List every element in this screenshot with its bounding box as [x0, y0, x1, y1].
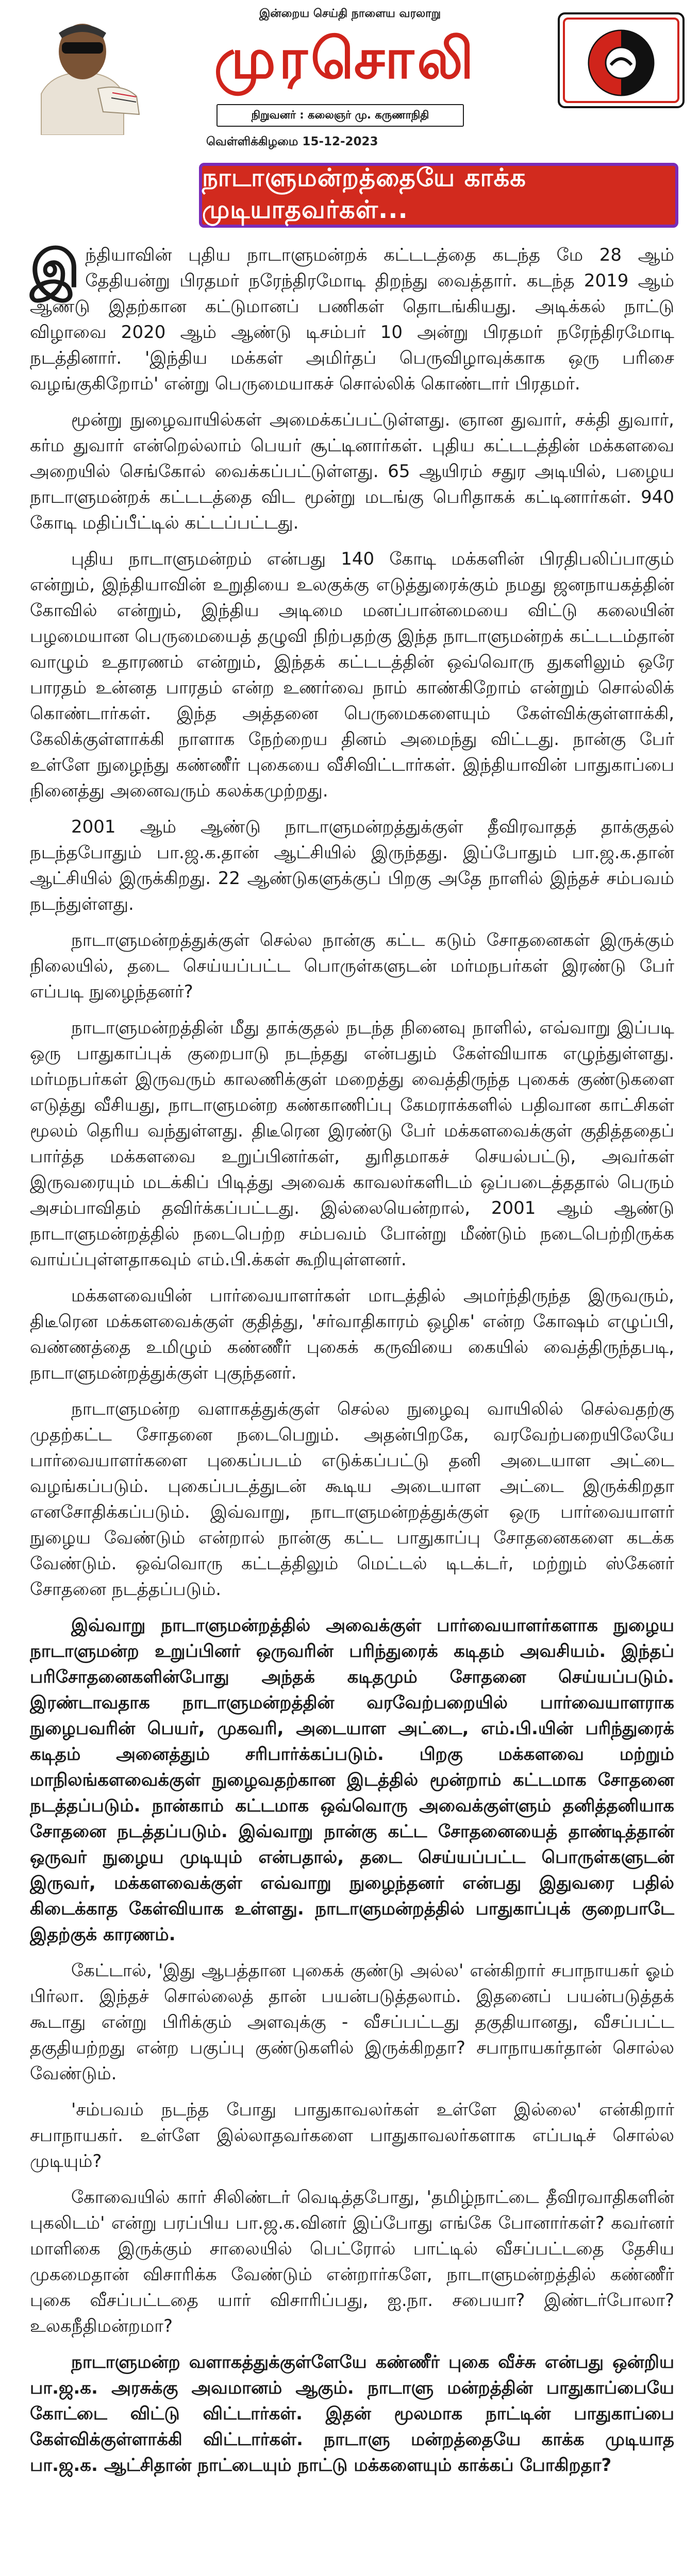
article-paragraph-2: மூன்று நுழைவாயில்கள் அமைக்கப்பட்டுள்ளது. ஞான துவார், சக்தி துவார், கர்ம துவார் என்றெல்லாம் பெயர் சூட்டினார்கள். புதிய கட்டடத்தின் மக்களவை அறையில் செங்கோல் வைக்கப்பட்டுள்ளது. 65 ஆயிரம் சதுர அடியில், பழைய நாடாளுமன்றக் கட்டடத்தை விட மூன்று மடங்கு பெரிதாகக் கட்டினார்கள். 940 கோடி மதிப்பீட்டில் கட்டப்பட்டது.: [30, 410, 674, 533]
article-paragraph-3: புதிய நாடாளுமன்றம் என்பது 140 கோடி மக்களின் பிரதிபலிப்பாகும் என்றும், இந்தியாவின் உறுதியை உலகுக்கு எடுத்துரைக்கும் நமது ஜனநாயகத்தின் கோவில் என்றும், இந்திய அடிமை மனப்பான்மையை விட்டு கலையின் பழமையான பெருமையைத் தழுவி நிற்பதற்கு இந்த நாடாளுமன்றக் கட்டடம்தான் வாழும் உதாரணம் என்றும், இந்தக் கட்டடத்தின் ஒவ்வொரு துகளிலும் ஒரே பாரதம் உன்னத பாரதம் என்ற உணர்வை நாம் காண்கிறோம் என்றும் சொல்லிக் கொண்டார்கள். இந்த அத்தனை பெருமைகளையும் கேள்விக்குள்ளாக்கி, கேலிக்குள்ளாக்கி நாளாக நேற்றைய தினம் அமைந்து விட்டது. நான்கு பேர் உள்ளே நுழைந்து கண்ணீர் புகையை வீசிவிட்டார்கள். இந்தியாவின் பாதுகாப்பை நினைத்து அனைவரும் கலக்கமுற்றது.: [30, 549, 674, 801]
founder-portrait-image: [21, 6, 144, 135]
party-emblem-logo: [557, 11, 686, 109]
article-paragraph-1: [30, 238, 674, 397]
article-paragraph-10: கேட்டால், 'இது ஆபத்தான புகைக் குண்டு அல்ல' என்கிறார் சபாநாயகர் ஓம் பிர்லா. இந்தச் சொல்லைத் தான் பயன்படுத்தலாம். இதனைப் பயன்படுத்தக் கூடாது என்று பிரிக்கும் அளவுக்கு - வீசப்பட்டது தகுதியானது, வீசப்பட்ட தகுதியற்றது என்ற பகுப்பு குண்டுகளில் இருக்கிறதா? சபாநாயகர்தான் சொல்ல வேண்டும்.: [30, 1960, 674, 2084]
article-paragraph-11: 'சம்பவம் நடந்த போது பாதுகாவலர்கள் உள்ளே இல்லை' என்கிறார் சபாநாயகர். உள்ளே இல்லாதவர்களை பாதுகாவலர்களாக எப்படிச் சொல்ல முடியும்?: [30, 2099, 674, 2172]
article-paragraph-5: நாடாளுமன்றத்துக்குள் செல்ல நான்கு கட்ட கடும் சோதனைகள் இருக்கும் நிலையில், தடை செய்யப்பட்ட பொருள்களுடன் மர்மநபர்கள் இரண்டு பேர் எப்படி நுழைந்தனர்?: [30, 930, 674, 1002]
drop-cap: இ: [30, 238, 80, 299]
tagline: இன்றைய செய்தி நாளைய வரலாறு: [259, 7, 441, 20]
editorial-headline: நாடாளுமன்றத்தையே காக்க முடியாதவர்கள்...: [199, 163, 678, 228]
article-paragraph-7: மக்களவையின் பார்வையாளர்கள் மாடத்தில் அமர்ந்திருந்த இருவரும், திடீரென மக்களவைக்குள் குதித்து, 'சர்வாதிகாரம் ஒழிக' என்ற கோஷம் எழுப்பி, வண்ணத்தை உமிழும் கண்ணீர் புகைக் கருவியை கையில் வைத்திருந்தபடி, நாடாளுமன்றத்துக்குள் புகுந்தனர்.: [30, 1285, 674, 1383]
dateline: வெள்ளிக்கிழமை 15-12-2023: [206, 135, 378, 148]
editorial-article: [30, 238, 674, 2488]
masthead: [0, 0, 700, 149]
article-paragraph-8: நாடாளுமன்ற வளாகத்துக்குள் செல்ல நுழைவு வாயிலில் செல்வதற்கு முதற்கட்ட சோதனை நடைபெறும். அதன்பிறகே, வரவேற்பறையிலேயே பார்வையாளர்களை புகைப்படம் எடுக்கப்பட்டு தனி அடையாள அட்டை வழங்கப்படும். புகைப்படத்துடன் கூடிய அடையாள அட்டை இருக்கிறதா எனசோதிக்கப்படும். இவ்வாறு, நாடாளுமன்றத்துக்குள் ஒரு பார்வையாளர் நுழைய வேண்டும் என்றால் நான்கு கட்ட பாதுகாப்பு சோதனைகளை கடக்க வேண்டும். ஒவ்வொரு கட்டத்திலும் மெட்டல் டிடக்டர், மற்றும் ஸ்கேனர் சோதனை நடத்தப்படும்.: [30, 1399, 674, 1600]
article-paragraph-6: நாடாளுமன்றத்தின் மீது தாக்குதல் நடந்த நினைவு நாளில், எவ்வாறு இப்படி ஒரு பாதுகாப்புக் குறைபாடு நடந்தது என்பதும் கேள்வியாக எழுந்துள்ளது. மர்மநபர்கள் இருவரும் காலணிக்குள் மறைத்து வைத்திருந்த புகைக் குண்டுகளை எடுத்து வீசியது, நாடாளுமன்ற கண்காணிப்பு கேமராக்களில் பதிவான காட்சிகள் மூலம் தெரிய வந்துள்ளது. திடீரென இரண்டு பேர் மக்களவைக்குள் குதித்ததைப் பார்த்த மக்களவை உறுப்பினர்கள், துரிதமாகச் செயல்பட்டு, அவர்கள் இருவரையும் மடக்கிப் பிடித்து அவைக் காவலர்களிடம் ஒப்படைத்ததால் பெரும் அசம்பாவிதம் தவிர்க்கப்பட்டது. இல்லையென்றால், 2001 ஆம் ஆண்டு நாடாளுமன்றத்தில் நடைபெற்ற சம்பவம் போன்று மீண்டும் நடைபெற்றிருக்க வாய்ப்புள்ளதாகவும் எம்.பி.க்கள் கூறியுள்ளனர்.: [30, 1018, 674, 1270]
founder-credit: நிறுவனர் : கலைஞர் மு. கருணாநிதி: [216, 104, 464, 127]
article-paragraph-9: இவ்வாறு நாடாளுமன்றத்தில் அவைக்குள் பார்வையாளர்களாக நுழைய நாடாளுமன்ற உறுப்பினர் ஒருவரின் பரிந்துரைக் கடிதம் அவசியம். இந்தப் பரிசோதனைகளின்போது அந்தக் கடிதமும் சோதனை செய்யப்படும். இரண்டாவதாக நாடாளுமன்றத்தின் வரவேற்பறையில் பார்வையாளராக நுழைபவரின் பெயர், முகவரி, அடையாள அட்டை, எம்.பி.யின் பரிந்துரைக் கடிதம் அனைத்தும் சரிபார்க்கப்படும். பிறகு மக்களவை மற்றும் மாநிலங்களவைக்குள் நுழைவதற்கான இடத்தில் மூன்றாம் கட்டமாக சோதனை நடத்தப்படும். நான்காம் கட்டமாக ஒவ்வொரு அவைக்குள்ளும் தனித்தனியாக சோதனை நடத்தப்படும். இவ்வாறு நான்கு கட்ட சோதனையைத் தாண்டித்தான் ஒருவர் நுழைய முடியும் என்பதால், தடை செய்யப்பட்ட பொருள்களுடன் இருவர், மக்களவைக்குள் எவ்வாறு நுழைந்தனர் என்பது இதுவரை பதில் கிடைக்காத கேள்வியாக உள்ளது. நாடாளுமன்றத்தில் பாதுகாப்புக் குறைபாடே இதற்குக் காரணம்.: [30, 1615, 674, 1945]
article-paragraph-12: கோவையில் கார் சிலிண்டர் வெடித்தபோது, 'தமிழ்நாட்டை தீவிரவாதிகளின் புகலிடம்' என்று பரப்பிய பா.ஜ.க.வினர் இப்போது எங்கே போனார்கள்? கவர்னர் மாளிகை இருக்கும் சாலையில் பெட்ரோல் பாட்டில் வீசப்பட்டதை தேசிய முகமைதான் விசாரிக்க வேண்டும் என்றார்களே, நாடாளுமன்றத்தில் கண்ணீர் புகை வீசப்பட்டதை யார் விசாரிப்பது, ஐ.நா. சபையா? இண்டர்போலா? உலகநீதிமன்றமா?: [30, 2187, 674, 2336]
article-paragraph-13: நாடாளுமன்ற வளாகத்துக்குள்ளேயே கண்ணீர் புகை வீச்சு என்பது ஒன்றிய பா.ஜ.க. அரசுக்கு அவமானம் ஆகும். நாடாளு மன்றத்தின் பாதுகாப்பையே கோட்டை விட்டு விட்டார்கள். இதன் மூலமாக நாட்டின் பாதுகாப்பை கேள்விக்குள்ளாக்கி விட்டார்கள். நாடாளு மன்றத்தையே காக்க முடியாத பா.ஜ.க. ஆட்சிதான் நாட்டையும் நாட்டு மக்களையும் காக்கப் போகிறதா?: [30, 2352, 674, 2476]
newspaper-logo: முரசொலி: [214, 27, 477, 91]
paragraph-text: ந்தியாவின் புதிய நாடாளுமன்றக் கட்டடத்தை கடந்த மே 28 ஆம் தேதியன்று பிரதமர் நரேந்திரமோடி திறந்து வைத்தார். கடந்த 2019 ஆம் ஆண்டு இதற்கான கட்டுமானப் பணிகள் தொடங்கியது. அடிக்கல் நாட்டு விழாவை 2020 ஆம் ஆண்டு டிசம்பர் 10 அன்று பிரதமர் நரேந்திரமோடி நடத்தினார். 'இந்திய மக்கள் அமிர்தப் பெருவிழாவுக்காக ஒரு பரிசை வழங்குகிறோம்' என்று பெருமையாகச் சொல்லிக் கொண்டார் பிரதமர்.: [30, 245, 674, 394]
article-paragraph-4: 2001 ஆம் ஆண்டு நாடாளுமன்றத்துக்குள் தீவிரவாதத் தாக்குதல் நடந்தபோதும் பா.ஜ.க.தான் ஆட்சியில் இருந்தது. இப்போதும் பா.ஜ.க.தான் ஆட்சியில் இருக்கிறது. 22 ஆண்டுகளுக்குப் பிறகு அதே நாளில் இந்தச் சம்பவம் நடந்துள்ளது.: [30, 817, 674, 914]
